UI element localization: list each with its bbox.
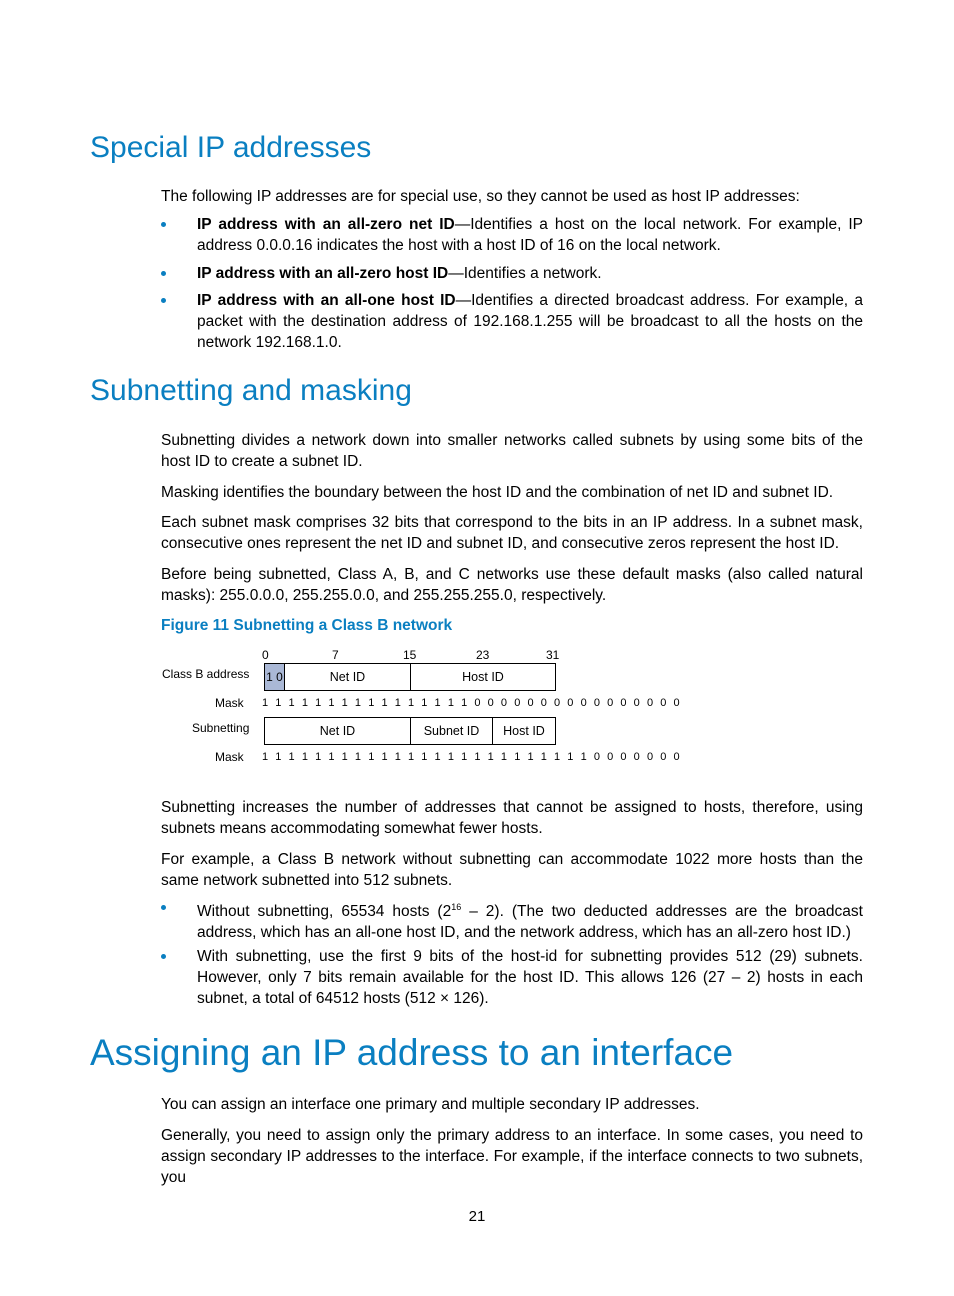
bullet-text: Without subnetting, 65534 hosts (2 [197, 903, 452, 921]
bit-position-label: 23 [476, 648, 490, 662]
list-item [161, 897, 863, 943]
bullet-icon [161, 222, 166, 227]
figure-caption: Figure 11 Subnetting a Class B network [161, 617, 453, 634]
bullet-icon [161, 954, 166, 959]
definition: —Identifies a directed broadcast address. For example, a packet with the destination address of 192.168.1.255 will be broadcast to all the hosts on the network 192.168.1.0. [197, 292, 863, 351]
net-id-box [284, 663, 411, 691]
term: IP address with an all-zero host ID [197, 265, 449, 282]
section-title-subnetting: Subnetting and masking [90, 374, 412, 407]
special-intro: The following IP addresses are for special use, so they cannot be used as host IP addresses: [161, 188, 800, 205]
list-item [161, 214, 863, 256]
subnetting-p1: Subnetting divides a network down into smaller networks called subnets by using some bits of the host ID to create a subnet ID. [161, 432, 863, 470]
host-id-label: Host ID [462, 670, 504, 684]
subnet-id-label: Subnet ID [423, 724, 480, 738]
subnetting-p5: Subnetting increases the number of addresses that cannot be assigned to hosts, therefore, using subnets means accommodating somewhat fewer hosts. [161, 799, 863, 837]
bullet-icon [161, 905, 166, 910]
subnetting-p4: Before being subnetted, Class A, B, and C networks use these default masks (also called natural masks): 255.0.0.0, 255.255.0.0, and 255.255.255.0, respectively. [161, 566, 863, 604]
mask-label: Mask [215, 750, 244, 764]
mask-label: Mask [215, 696, 244, 710]
subnet-id-box [410, 717, 493, 745]
host-id-box [410, 663, 556, 691]
bullet-text: – 2). (The two deducted addresses are the broadcast address, which has an all-one host ID, and the network address, which has an all-zero host ID.) [197, 903, 863, 942]
subnetting-label: Subnetting [192, 721, 250, 735]
class-b-label: Class B address [162, 667, 250, 681]
bullet-text: With subnetting, use the first 9 bits of the host-id for subnetting provides 512 (29) subnets. However, only 7 bits remain available for the host ID. This allows 126 (27 – 2) hosts in each subnet, a total of 64512 hosts (512 × 126). [197, 948, 863, 1007]
term: IP address with an all-one host ID [197, 292, 456, 309]
bit-position-label: 31 [546, 648, 560, 662]
mask-bits-subnetted: 1 1 1 1 1 1 1 1 1 1 1 1 1 1 1 1 1 1 1 1 1 1 1 1 1 0 0 0 0 0 0 0 [262, 751, 682, 763]
host-id-label: Host ID [503, 724, 545, 738]
exponent: 16 [451, 902, 462, 912]
bit-position-label: 15 [403, 648, 417, 662]
definition: —Identifies a network. [448, 265, 602, 282]
assigning-p1: You can assign an interface one primary and multiple secondary IP addresses. [161, 1096, 700, 1113]
list-item [161, 290, 863, 353]
assigning-p2: Generally, you need to assign only the primary address to an interface. In some cases, you need to assign secondary IP addresses to the interface. For example, if the interface connects to two subnets, you [161, 1127, 863, 1186]
host-id-box [492, 717, 556, 745]
class-bits-box [264, 663, 285, 691]
net-id-label: Net ID [319, 724, 356, 738]
bullet-icon [161, 271, 166, 276]
mask-bits-default: 1 1 1 1 1 1 1 1 1 1 1 1 1 1 1 1 0 0 0 0 0 0 0 0 0 0 0 0 0 0 0 0 [262, 697, 682, 709]
list-item [161, 263, 863, 284]
class-bits: 1 0 [266, 670, 283, 684]
net-id-label: Net ID [329, 670, 366, 684]
net-id-box [264, 717, 411, 745]
definition: —Identifies a host on the local network. For example, IP address 0.0.0.16 indicates the host with a host ID of 16 on the local network. [197, 216, 863, 254]
page-number: 21 [468, 1208, 486, 1225]
subnetting-p6: For example, a Class B network without subnetting can accommodate 1022 more hosts than the same network subnetted into 512 subnets. [161, 851, 863, 889]
bit-position-label: 0 [262, 648, 269, 662]
subnetting-p3: Each subnet mask comprises 32 bits that correspond to the bits in an IP address. In a subnet mask, consecutive ones represent the net ID and subnet ID, and consecutive zeros represent the host ID. [161, 514, 863, 552]
subnetting-p2: Masking identifies the boundary between the host ID and the combination of net ID and subnet ID. [161, 484, 834, 501]
list-item [161, 946, 863, 1009]
bit-position-label: 7 [332, 648, 339, 662]
bullet-icon [161, 298, 166, 303]
section-title-special-ip: Special IP addresses [90, 131, 372, 164]
term: IP address with an all-zero net ID [197, 216, 455, 233]
section-title-assigning: Assigning an IP address to an interface [90, 1032, 734, 1073]
